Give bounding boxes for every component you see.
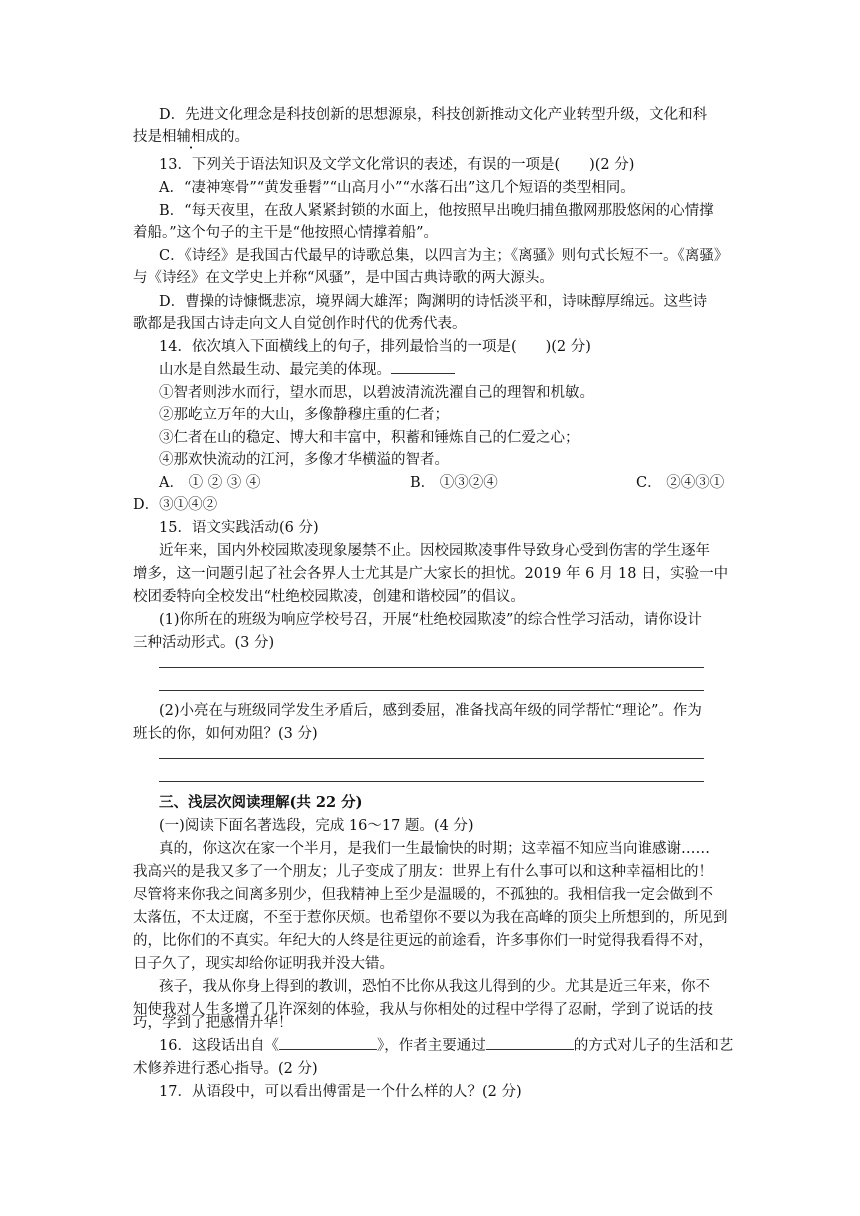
q13-option-b-line1: B．“每天夜里，在敌人紧紧封锁的水面上，他按照早出晚归捕鱼撒网那股悠闲的心情撑: [159, 203, 714, 219]
q15-stem: 15．语文实践活动(6 分): [159, 520, 319, 536]
q14-lead-text: 山水是自然最生动、最完美的体现。: [159, 362, 391, 378]
q15-sub2-answer-line-1[interactable]: [159, 758, 704, 759]
q15-passage-line2: 增多，这一问题引起了社会各界人士尤其是广大家长的担忧。2019 年 6 月 18 日，实验一中: [133, 566, 729, 582]
q15-passage-line1: 近年来，国内外校园欺凌现象屡禁不止。因校园欺凌事件导致身心受到伤害的学生逐年: [159, 543, 710, 559]
emphasis-dotted-phrase: 相辅相成: [162, 129, 220, 145]
q16-blank-book-title[interactable]: [279, 1035, 377, 1050]
q16-part1: 16．这段话出自《: [159, 1038, 279, 1054]
section-3-title: 三、浅层次阅读理解(共 22 分): [159, 794, 363, 811]
q15-sub1-answer-line-2[interactable]: [159, 690, 704, 691]
q15-sub2-answer-line-2[interactable]: [159, 781, 704, 782]
q17-stem: 17．从语段中，可以看出傅雷是一个什么样的人？(2 分): [159, 1084, 522, 1100]
reading-line-5: 的，比你们的不真实。年纪大的人终是往更远的前途看，许多事你们一时觉得我看得不对，: [133, 933, 713, 949]
reading-line-7: 孩子，我从你身上得到的教训，恐怕不比你从我这儿得到的少。尤其是近三年来，你不: [159, 979, 710, 995]
q15-sub1-line2: 三种活动形式。(3 分): [133, 635, 275, 651]
q16-part3: 的方式对儿子的生活和艺: [573, 1038, 734, 1054]
q13-stem: 13．下列关于语法知识及文学文化常识的表述，有误的一项是( )(2 分): [159, 157, 635, 173]
q13-option-c-line2: 与《诗经》在文学史上并称“风骚”，是中国古典诗歌的两大源头。: [133, 270, 554, 286]
q14-sentence-2: ②那屹立万年的大山，多像静穆庄重的仁者；: [159, 407, 449, 423]
q16-part2: 》，作者主要通过: [376, 1038, 486, 1054]
reading-line-2: 我高兴的是我又多了一个朋友；儿子变成了朋友：世界上有什么事可以和这种幸福相比的！: [133, 864, 713, 880]
q13-option-d-line2: 歌都是我国古诗走向文人自觉创作时代的优秀代表。: [133, 316, 467, 332]
q15-sub1-answer-line-1[interactable]: [159, 667, 704, 668]
q12-option-d-line2-suffix: 的。: [220, 129, 249, 145]
reading-line-9: 巧，学到了把感情升华！: [133, 1015, 293, 1031]
q14-stem: 14．依次填入下面横线上的句子，排列最恰当的一项是( )(2 分): [159, 339, 591, 355]
q14-sentence-4: ④那欢快流动的江河，多像才华横溢的智者。: [159, 452, 449, 468]
q13-option-c-line1: C．《诗经》是我国古代最早的诗歌总集，以四言为主；《离骚》则句式长短不一。《离骚》: [159, 248, 729, 264]
q14-option-d: D．③①④②: [133, 497, 218, 513]
q15-sub1-line1: (1)你所在的班级为响应学校号召，开展“杜绝校园欺凌”的综合性学习活动，请你设计: [159, 612, 702, 628]
reading-line-1: 真的，你这次在家一个半月，是我们一生最愉快的时期；这幸福不知应当向谁感谢……: [159, 841, 710, 857]
q13-option-a: A．“凄神寒骨”“黄发垂髫”“山高月小”“水落石出”这几个短语的类型相同。: [159, 180, 635, 196]
q14-option-a: A． ① ② ③ ④: [159, 475, 261, 491]
q14-option-c: C． ②④③①: [636, 475, 725, 491]
q15-sub2-line2: 班长的你，如何劝阻？(3 分): [133, 726, 318, 742]
section-3-intro: (一)阅读下面名著选段，完成 16～17 题。(4 分): [159, 818, 474, 834]
q15-sub2-line1: (2)小亮在与班级同学发生矛盾后，感到委屈，准备找高年级的同学帮忙“理论”。作为: [159, 703, 702, 719]
reading-line-4: 太落伍，不太迂腐，不至于惹你厌烦。也希望你不要以为我在高峰的顶尖上所想到的，所见到: [133, 910, 728, 926]
reading-line-3: 尽管将来你我之间离多别少，但我精神上至少是温暖的，不孤独的。我相信我一定会做到不: [133, 887, 713, 903]
q13-option-b-line2: 着船。”这个句子的主干是“他按照心情撑着船”。: [133, 225, 438, 241]
q12-option-d-line1: D．先进文化理念是科技创新的思想源泉，科技创新推动文化产业转型升级，文化和科: [159, 107, 708, 123]
q14-fill-blank[interactable]: [391, 359, 455, 374]
reading-line-6: 日子久了，现实却给你证明我并没大错。: [133, 956, 394, 972]
q16-stem-line2: 术修养进行悉心指导。(2 分): [133, 1061, 318, 1077]
q14-option-b: B． ①③②④: [410, 475, 498, 491]
q14-sentence-3: ③仁者在山的稳定、博大和丰富中，积蓄和锤炼自己的仁爱之心；: [159, 430, 580, 446]
q14-lead-sentence: [159, 359, 455, 381]
q16-blank-method[interactable]: [486, 1035, 574, 1050]
q13-option-d-line1: D．曹操的诗慷慨悲凉，境界阔大雄浑；陶渊明的诗恬淡平和，诗味醇厚绵远。这些诗: [159, 294, 708, 310]
q12-option-d-line2: [133, 126, 249, 148]
q12-option-d-line2-prefix: 技是: [133, 129, 162, 145]
q15-passage-line3: 校团委特向全校发出“杜绝校园欺凌，创建和谐校园”的倡议。: [133, 589, 525, 605]
q14-sentence-1: ①智者则涉水而行，望水而思，以碧波清流洗濯自己的理智和机敏。: [159, 385, 594, 401]
q16-stem-line1: [159, 1035, 733, 1057]
reading-line-8: 知使我对人生多增了几许深刻的体验，我从与你相处的过程中学得了忍耐，学到了说话的技: [133, 1002, 713, 1018]
